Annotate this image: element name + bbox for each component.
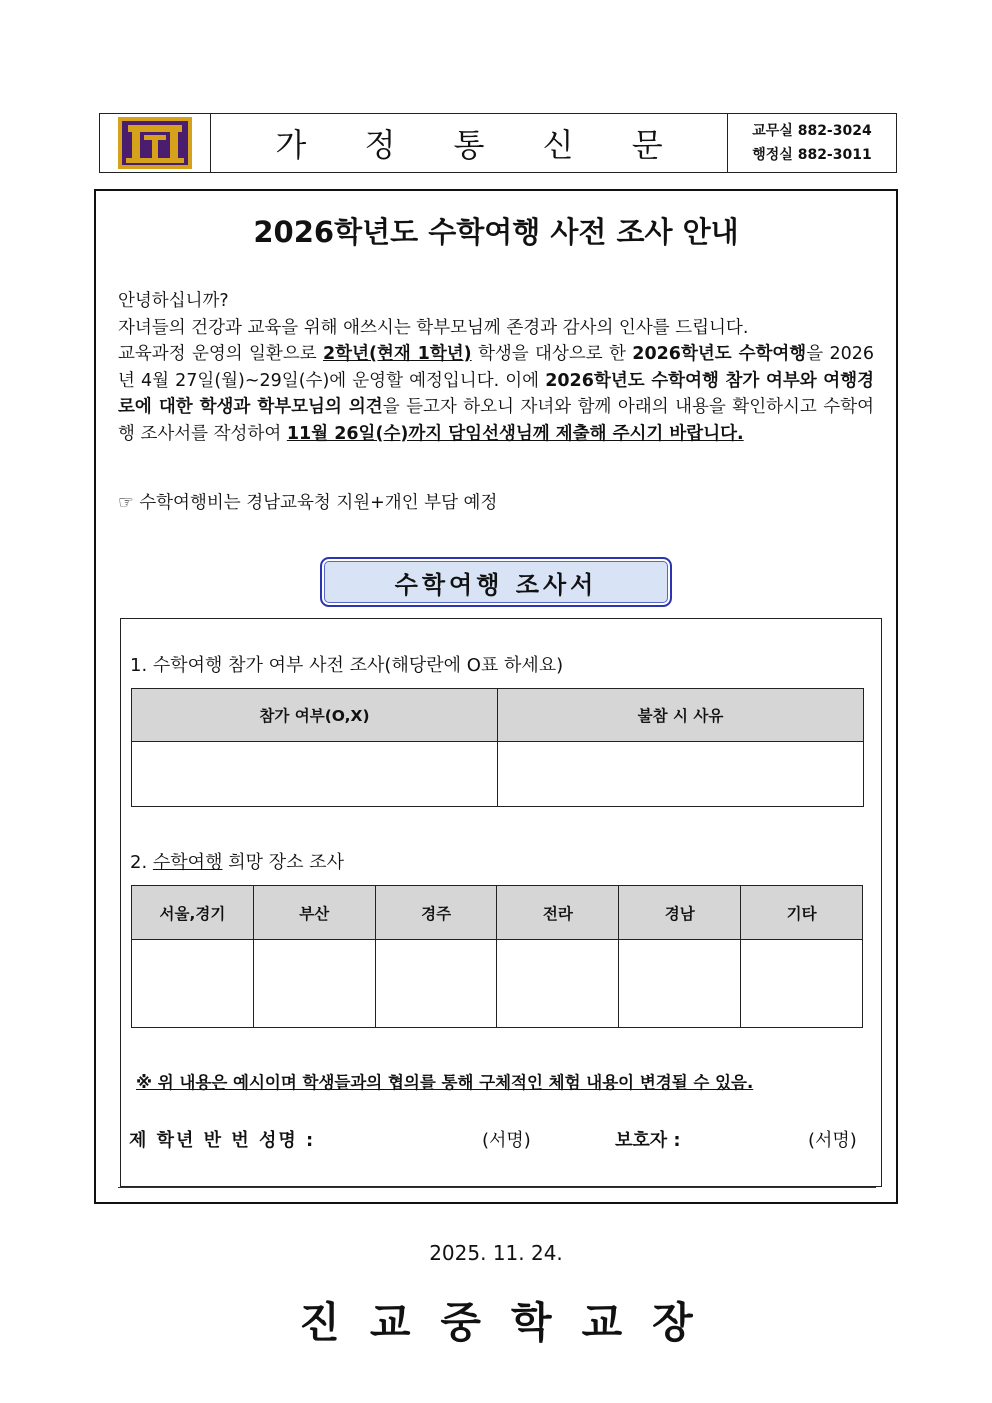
destination-cell[interactable] (619, 940, 741, 1028)
document-title: 2026학년도 수학여행 사전 조사 안내 (253, 215, 739, 249)
col-seoul-gyeonggi: 서울,경기 (132, 886, 254, 940)
phone-office: 교무실 882-3024 (752, 123, 872, 139)
paragraph-1: 자녀들의 건강과 교육을 위해 애쓰시는 학부모님께 존경과 감사의 인사를 드립니다. (118, 317, 749, 338)
participation-answer-cell[interactable] (132, 742, 498, 807)
col-gyeongju: 경주 (375, 886, 497, 940)
student-sign-field[interactable]: (서명) (482, 1130, 531, 1151)
student-info-label: 제 학년 반 번 성명 : (129, 1130, 316, 1151)
survey-box-underline (118, 1187, 876, 1189)
col-other: 기타 (741, 886, 863, 940)
survey-heading: 수학여행 조사서 (320, 557, 672, 607)
cost-note: ☞ 수학여행비는 경남교육청 지원+개인 부담 예정 (118, 493, 498, 513)
newsletter-title: 가 정 통 신 문 (211, 114, 728, 172)
question-1: 1. 수학여행 참가 여부 사전 조사(해당란에 O표 하세요) (130, 655, 564, 676)
issue-date: 2025. 11. 24. (429, 1241, 563, 1265)
col-gyeongnam: 경남 (619, 886, 741, 940)
participation-table (131, 688, 864, 807)
col-jeolla: 전라 (497, 886, 619, 940)
guardian-sign-field[interactable]: (서명) (808, 1130, 857, 1151)
col-absence-reason: 불참 시 사유 (498, 689, 864, 742)
caution-note: ※ 위 내용은 예시이며 학생들과의 협의를 통해 구체적인 체험 내용이 변경될 수 있음. (136, 1073, 754, 1092)
letter-header (99, 113, 897, 173)
destination-cell[interactable] (497, 940, 619, 1028)
school-logo-cell (100, 114, 211, 172)
phone-admin: 행정실 882-3011 (752, 147, 872, 163)
col-participation: 참가 여부(O,X) (132, 689, 498, 742)
question-2: 2. 수학여행 희망 장소 조사 (130, 852, 344, 873)
destination-cell[interactable] (132, 940, 254, 1028)
body-text (118, 288, 874, 447)
destination-cell[interactable] (375, 940, 497, 1028)
signature-line (129, 1126, 869, 1154)
destination-table (131, 885, 863, 1028)
school-logo-icon (118, 117, 192, 169)
contact-numbers (728, 114, 896, 172)
school-principal: 진교중학교장 (299, 1298, 723, 1347)
paragraph-2: 교육과정 운영의 일환으로 2학년(현재 1학년) 학생을 대상으로 한 2026학년도 수학여행을 2026년 4월 27일(월)~29일(수)에 운영할 예정입니다. 이에 2026학년도 수학여행 참가 여부와 여행경로에 대한 학생과 학부모님의 의견을 듣고자 하오니 자녀와 함께 아래의 내용을 확인하시고 수학여행 조사서를 작성하여 11월 26일(수)까지 담임선생님께 제출해 주시기 바랍니다. (118, 344, 875, 444)
greeting: 안녕하십니까? (118, 291, 229, 311)
col-busan: 부산 (253, 886, 375, 940)
absence-reason-cell[interactable] (498, 742, 864, 807)
destination-cell[interactable] (741, 940, 863, 1028)
destination-cell[interactable] (253, 940, 375, 1028)
guardian-label: 보호자 : (615, 1130, 681, 1151)
